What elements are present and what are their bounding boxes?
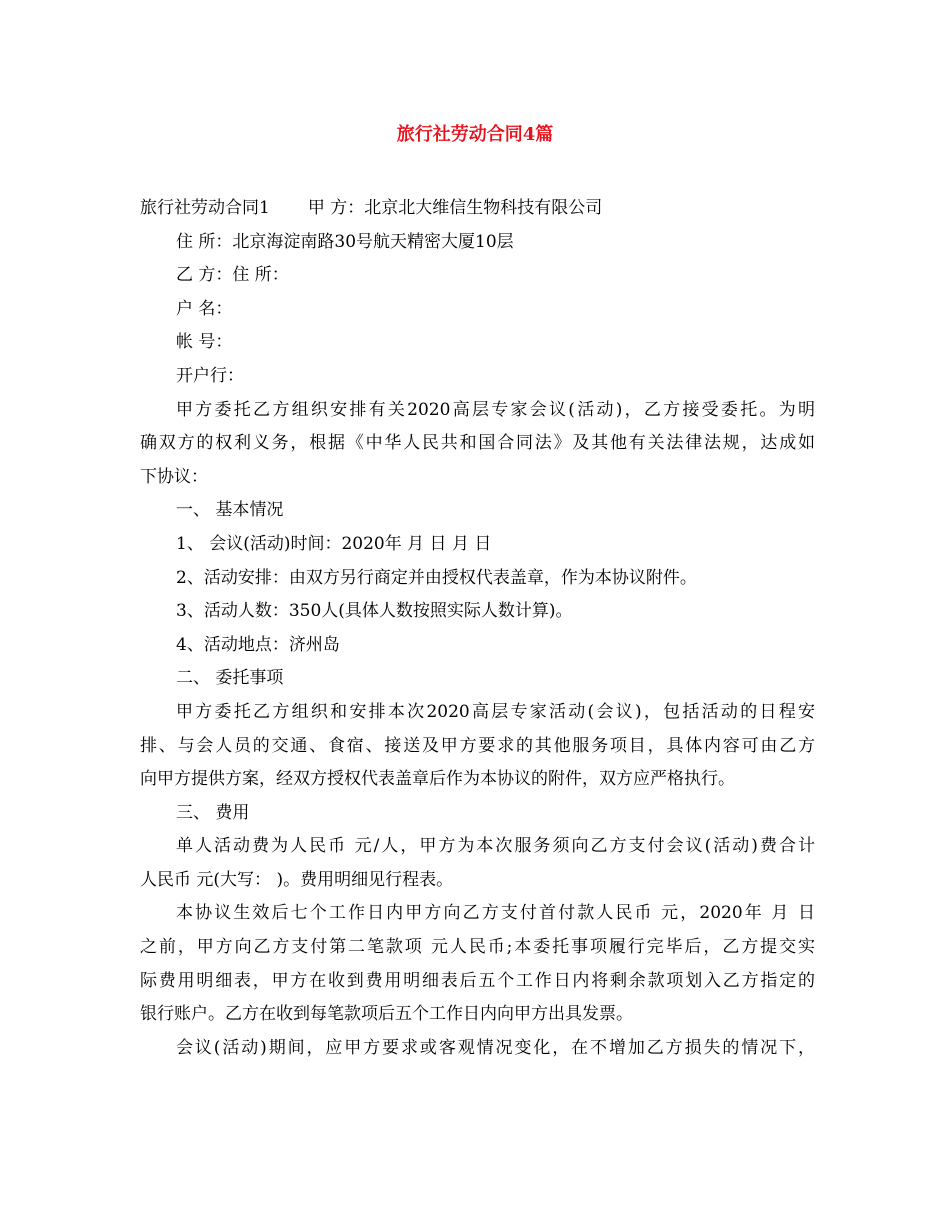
document-line <box>140 830 815 864</box>
document-line <box>140 965 815 999</box>
line-text: 乙 方：住 所： <box>176 265 289 286</box>
line-text: 住 所：北京海淀南路30号航天精密大厦10层 <box>176 231 514 252</box>
document-line <box>140 461 815 495</box>
line-text: 二、 委托事项 <box>176 668 284 689</box>
document-line <box>140 360 815 394</box>
document-line <box>140 226 815 260</box>
line-text: 本协议生效后七个工作日内甲方向乙方支付首付款人民币 元，2020年 月 日 <box>176 903 815 924</box>
document-line <box>140 662 815 696</box>
document-line <box>140 1032 815 1066</box>
line-text: 下协议： <box>140 466 208 487</box>
line-text: 向甲方提供方案，经双方授权代表盖章后作为本协议的附件，双方应严格执行。 <box>140 769 735 790</box>
line-text: 甲方委托乙方组织安排有关2020高层专家会议(活动)，乙方接受委托。为明 <box>176 399 815 420</box>
line-tail-text: 甲 方：北京北大维信生物科技有限公司 <box>307 198 603 218</box>
line-text: 帐 号： <box>176 332 233 353</box>
line-text: 排、与会人员的交通、食宿、接送及甲方要求的其他服务项目，具体内容可由乙方 <box>140 735 815 756</box>
line-text: 一、 基本情况 <box>176 500 284 521</box>
document-line <box>140 897 815 931</box>
document-line <box>140 326 815 360</box>
document-line <box>140 797 815 831</box>
line-text: 开户行： <box>176 365 244 386</box>
line-text: 人民币 元(大写： )。费用明细见行程表。 <box>140 869 454 890</box>
document-line <box>140 293 815 327</box>
document-line <box>140 763 815 797</box>
document-line <box>140 494 815 528</box>
line-text: 单人活动费为人民币 元/人，甲方为本次服务须向乙方支付会议(活动)费合计 <box>176 836 815 857</box>
document-line <box>140 427 815 461</box>
document-line <box>140 696 815 730</box>
line-text: 1、 会议(活动)时间：2020年 月 日 月 日 <box>176 533 492 554</box>
line-text: 户 名： <box>176 298 233 319</box>
document-line <box>140 998 815 1032</box>
line-text: 银行账户。乙方在收到每笔款项后五个工作日内向甲方出具发票。 <box>140 1004 633 1025</box>
document-line <box>140 259 815 293</box>
document-line <box>140 528 815 562</box>
line-text: 2、活动安排：由双方另行商定并由授权代表盖章，作为本协议附件。 <box>176 567 697 588</box>
line-text: 际费用明细表，甲方在收到费用明细表后五个工作日内将剩余款项划入乙方指定的 <box>140 970 815 991</box>
document-line <box>140 192 815 226</box>
line-text: 4、活动地点：济州岛 <box>176 634 340 655</box>
document-line <box>140 562 815 596</box>
document-line <box>140 629 815 663</box>
line-text: 三、 费用 <box>176 802 250 823</box>
document-line <box>140 864 815 898</box>
line-text: 旅行社劳动合同1 <box>140 198 270 218</box>
line-text: 之前，甲方向乙方支付第二笔款项 元人民币;本委托事项履行完毕后，乙方提交实 <box>140 937 815 958</box>
line-text: 会议(活动)期间，应甲方要求或客观情况变化，在不增加乙方损失的情况下， <box>176 1037 815 1058</box>
document-line <box>140 595 815 629</box>
document-line <box>140 730 815 764</box>
document-line <box>140 931 815 965</box>
line-text: 确双方的权利义务，根据《中华人民共和国合同法》及其他有关法律法规，达成如 <box>140 433 815 454</box>
line-text: 甲方委托乙方组织和安排本次2020高层专家活动(会议)，包括活动的日程安 <box>176 701 815 722</box>
document-title: 旅行社劳动合同4篇 <box>396 124 554 145</box>
line-text: 3、活动人数：350人(具体人数按照实际人数计算)。 <box>176 601 573 622</box>
document-line <box>140 394 815 428</box>
document-body <box>140 192 815 1065</box>
